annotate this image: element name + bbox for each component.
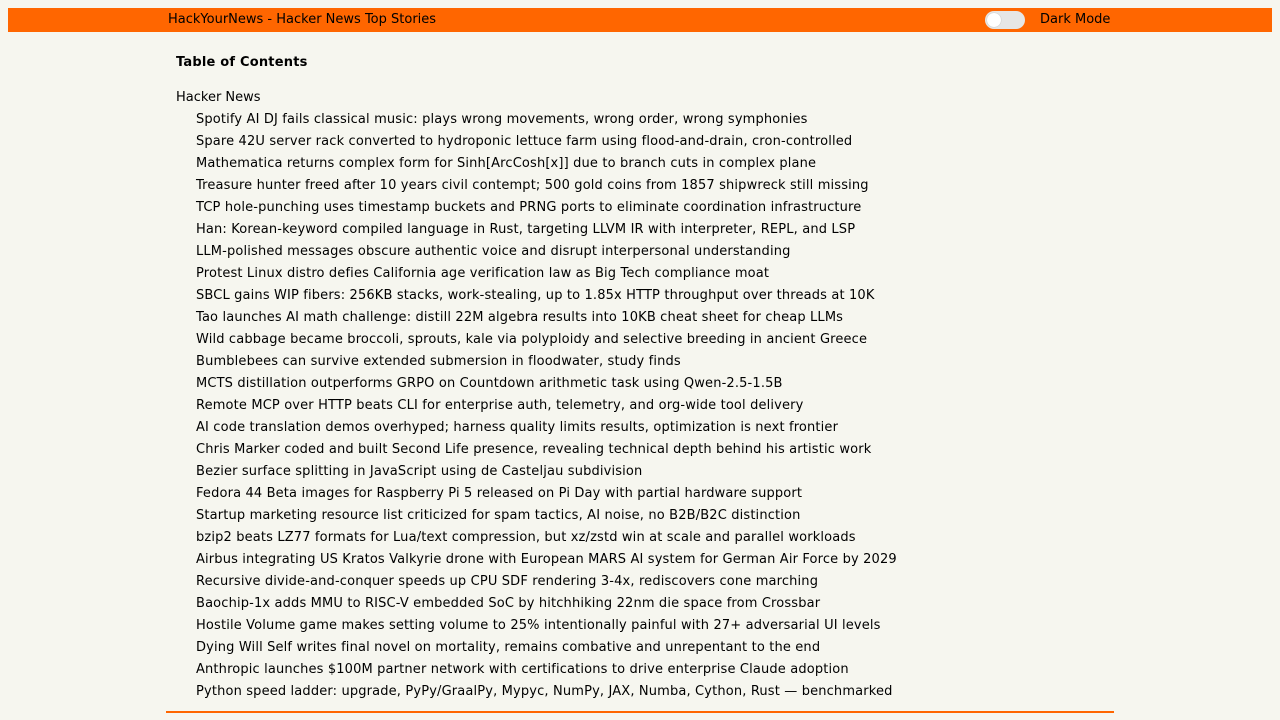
toc-story-link[interactable]: Remote MCP over HTTP beats CLI for enterprise auth, telemetry, and org-wide tool delivery [196,398,804,413]
toc-story-link[interactable]: Treasure hunter freed after 10 years civil contempt; 500 gold coins from 1857 shipwreck still missing [196,178,869,193]
toc-story-link[interactable]: Fedora 44 Beta images for Raspberry Pi 5 released on Pi Day with partial hardware support [196,486,803,501]
toc-story-link[interactable]: Protest Linux distro defies California age verification law as Big Tech compliance moat [196,266,770,281]
toc-story-link[interactable]: Tao launches AI math challenge: distill 22M algebra results into 10KB cheat sheet for cheap LLMs [196,310,844,325]
toc-story-link[interactable]: Anthropic launches $100M partner network with certifications to drive enterprise Claude adoption [196,662,849,677]
site-title[interactable]: HackYourNews - Hacker News Top Stories [168,12,437,27]
toc-story-link[interactable]: bzip2 beats LZ77 formats for Lua/text compression, but xz/zstd win at scale and parallel workloads [196,530,856,545]
toc-story-link[interactable]: Python speed ladder: upgrade, PyPy/GraalPy, Mypyc, NumPy, JAX, Numba, Cython, Rust — benchmarked [196,684,893,699]
toc-story-link[interactable]: Hostile Volume game makes setting volume to 25% intentionally painful with 27+ adversarial UI levels [196,618,881,633]
section-divider [166,711,1114,713]
toc-section-link[interactable]: Hacker News [176,90,261,105]
toc-story-link[interactable]: SBCL gains WIP fibers: 256KB stacks, work-stealing, up to 1.85x HTTP throughput over threads at 10K [196,288,875,303]
toc-story-link[interactable]: TCP hole-punching uses timestamp buckets and PRNG ports to eliminate coordination infrastructure [196,200,862,215]
toc-story-link[interactable]: MCTS distillation outperforms GRPO on Countdown arithmetic task using Qwen-2.5-1.5B [196,376,783,391]
toc-story-link[interactable]: Han: Korean-keyword compiled language in Rust, targeting LLVM IR with interpreter, REPL, and LSP [196,222,856,237]
toggle-knob [987,13,1001,27]
table-of-contents [176,54,1116,703]
toc-story-link[interactable]: Chris Marker coded and built Second Life presence, revealing technical depth behind his artistic work [196,442,872,457]
header-bar [8,8,1272,32]
toc-story-link[interactable]: Recursive divide-and-conquer speeds up CPU SDF rendering 3-4x, rediscovers cone marching [196,574,819,589]
toc-story-link[interactable]: Mathematica returns complex form for Sinh[ArcCosh[x]] due to branch cuts in complex plane [196,156,817,171]
toc-story-link[interactable]: Bumblebees can survive extended submersion in floodwater, study finds [196,354,681,369]
toc-story-link[interactable]: Airbus integrating US Kratos Valkyrie drone with European MARS AI system for German Air Force by 2029 [196,552,897,567]
toc-list [176,109,1116,703]
dark-mode-toggle[interactable] [985,11,1025,29]
toc-story-link[interactable]: Bezier surface splitting in JavaScript using de Casteljau subdivision [196,464,643,479]
toc-story-link[interactable]: Baochip-1x adds MMU to RISC-V embedded SoC by hitchhiking 22nm die space from Crossbar [196,596,821,611]
toc-story-link[interactable]: Spare 42U server rack converted to hydroponic lettuce farm using flood-and-drain, cron-controlled [196,134,853,149]
dark-mode-label: Dark Mode [1040,12,1111,27]
toc-story-link[interactable]: Startup marketing resource list criticized for spam tactics, AI noise, no B2B/B2C distinction [196,508,801,523]
toc-story-link[interactable]: LLM-polished messages obscure authentic voice and disrupt interpersonal understanding [196,244,791,259]
toc-story-link[interactable]: Spotify AI DJ fails classical music: plays wrong movements, wrong order, wrong symphonies [196,112,808,127]
toc-story-link[interactable]: Wild cabbage became broccoli, sprouts, kale via polyploidy and selective breeding in ancient Greece [196,332,868,347]
toc-story-link[interactable]: AI code translation demos overhyped; harness quality limits results, optimization is next frontier [196,420,839,435]
toc-heading: Table of Contents [176,55,308,70]
toc-story-link[interactable]: Dying Will Self writes final novel on mortality, remains combative and unrepentant to the end [196,640,821,655]
